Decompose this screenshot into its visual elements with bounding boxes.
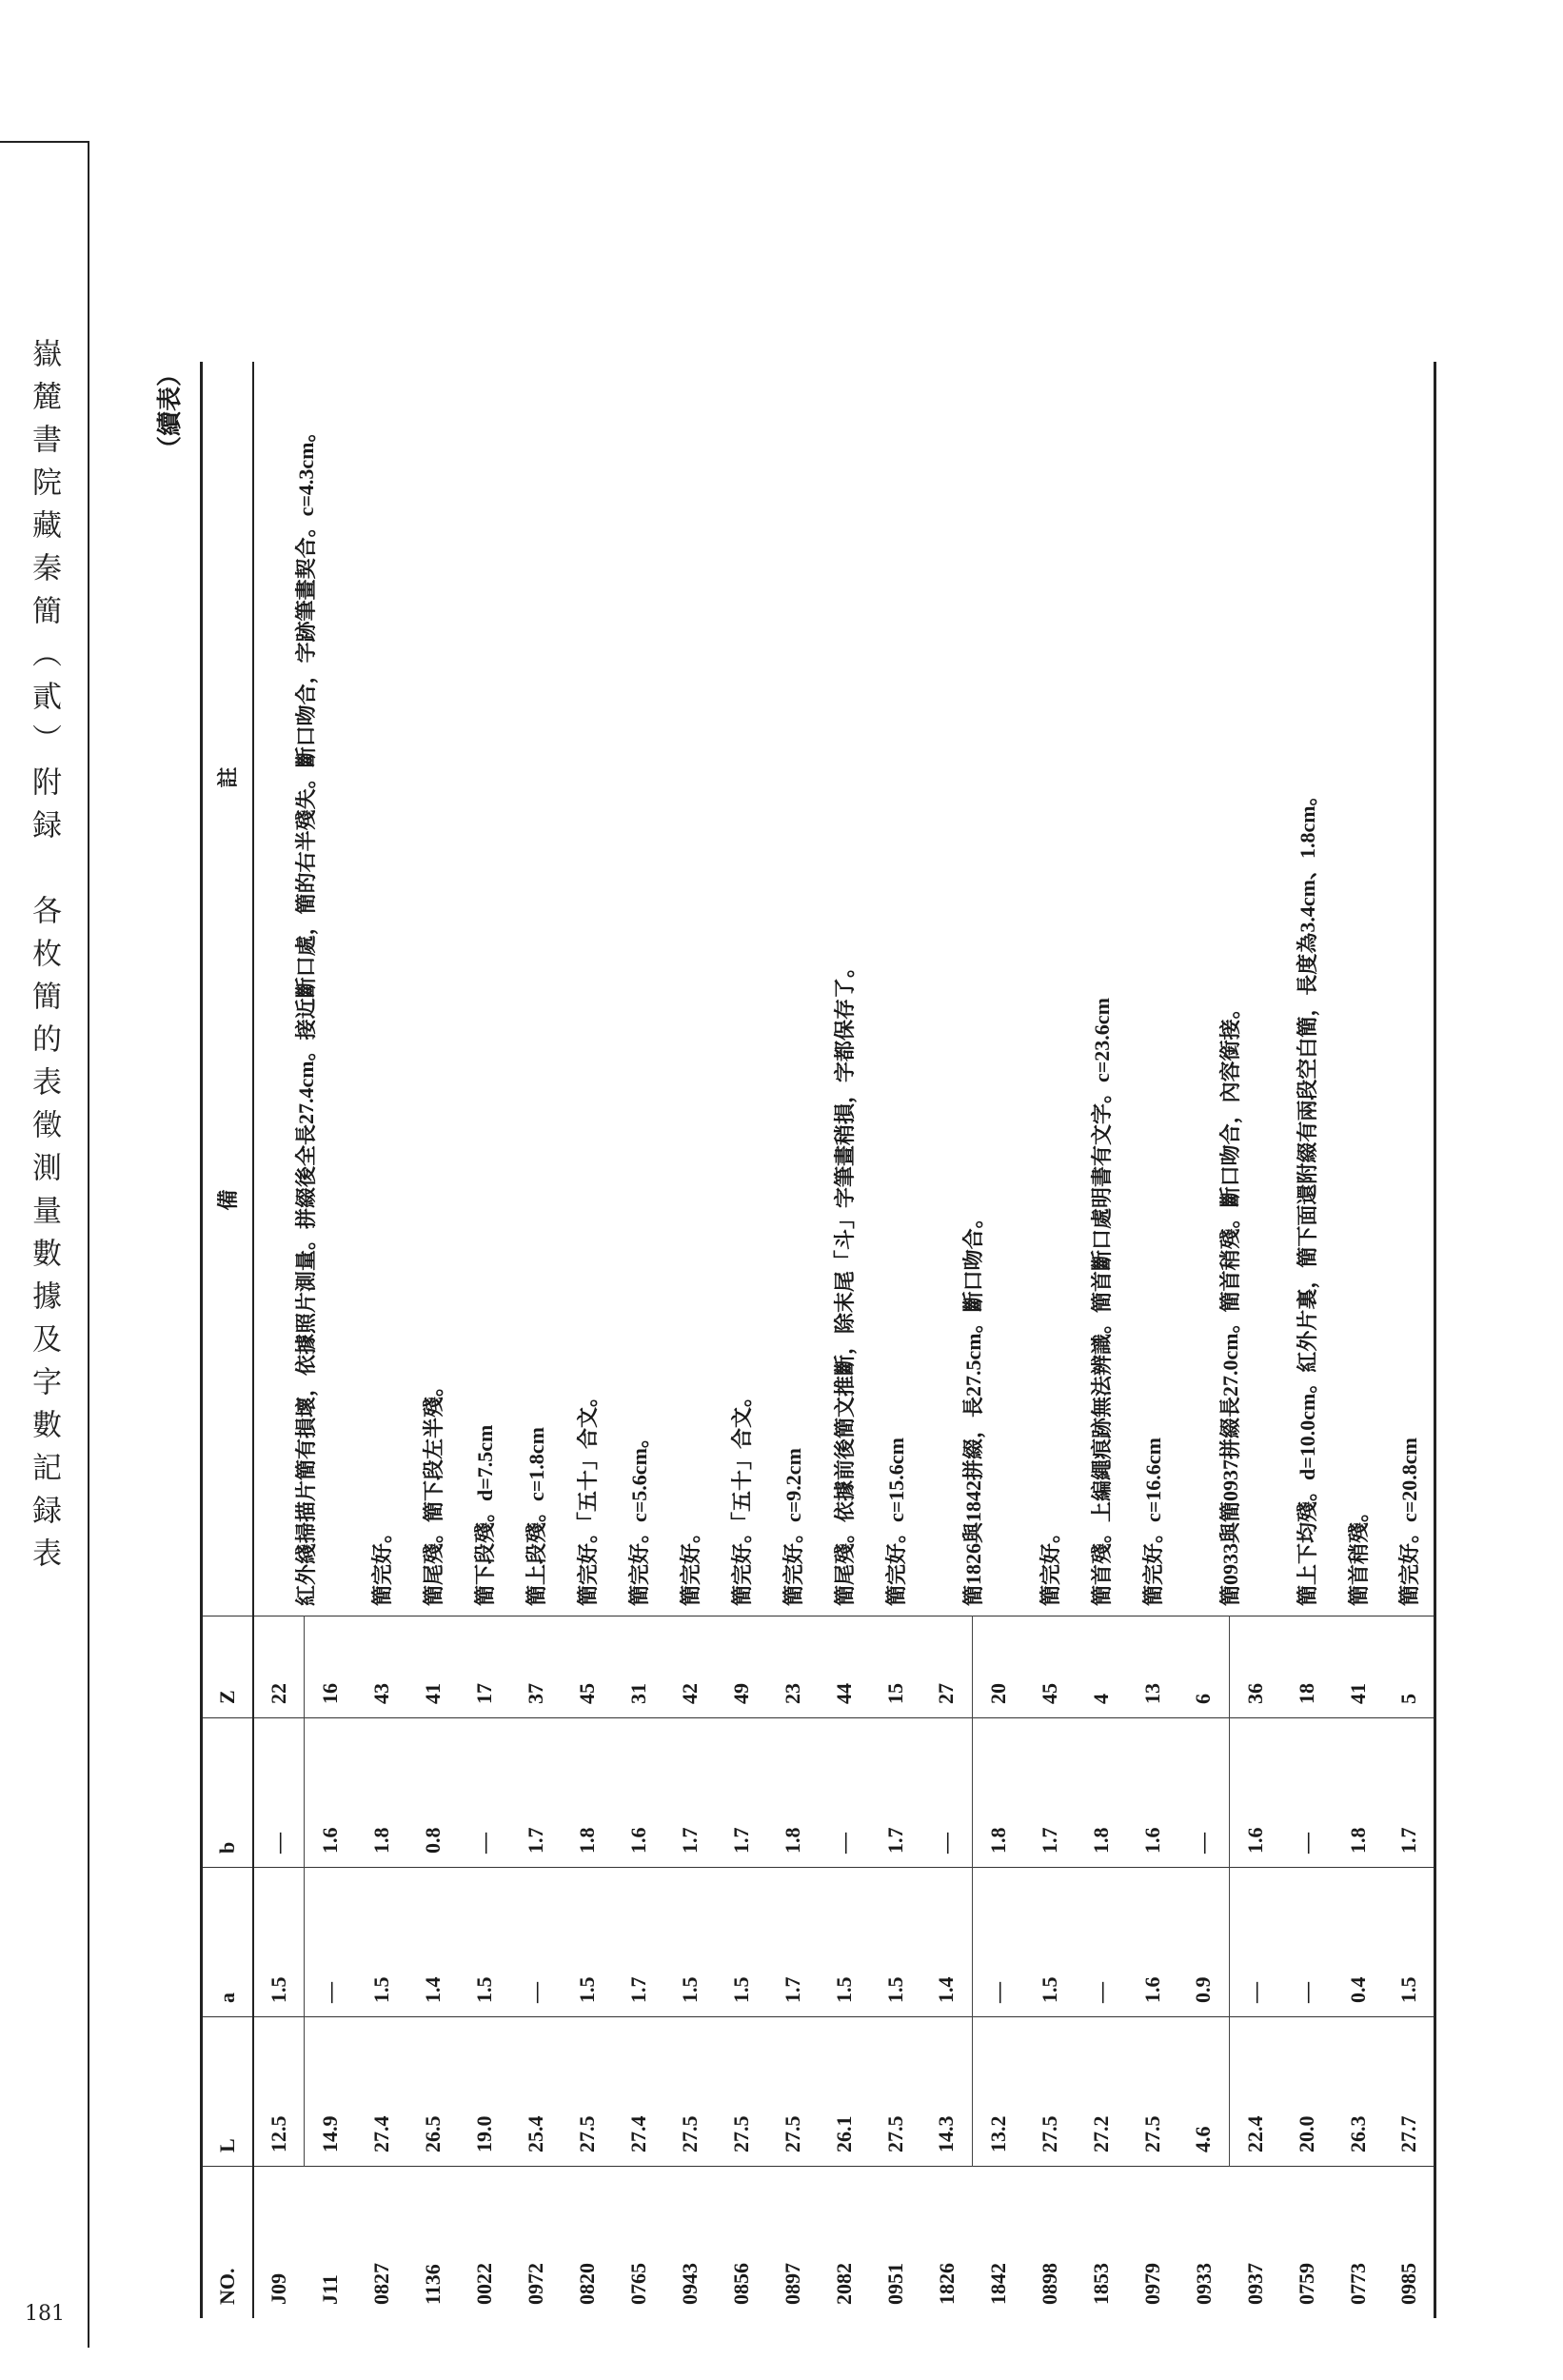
cell-no: 0933 [1191,2263,1216,2305]
cell-a: 1.5 [253,1868,305,2017]
cell-l: 25.4 [510,2017,562,2167]
cell-l: 14.9 [305,2017,356,2167]
header-a: a [202,1868,253,2017]
running-head: 嶽麓書院藏秦簡（貳）附録 各枚簡的表徵測量數據及字數記録表 [27,338,61,1580]
cell-z: 6 [1178,1616,1230,1718]
cell-z: 43 [356,1616,407,1718]
cell-z: 42 [664,1616,716,1718]
cell-b: — [819,1718,870,1868]
cell-note: 簡上段殘。c=1.8cm [510,362,562,1616]
table-row [1281,362,1333,2318]
table-row [459,362,510,2318]
cell-l: 22.4 [1230,2017,1281,2167]
cell-no: 0951 [882,2263,907,2305]
cell-note: 簡首稍殘。 [1333,362,1384,1616]
table-header-row [202,362,253,2318]
cell-no: 0856 [728,2263,753,2305]
cell-b: 0.8 [407,1718,459,1868]
cell-a: 1.5 [1384,1868,1435,2017]
cell-z: 13 [1127,1616,1178,1718]
cell-no: 0897 [780,2263,804,2305]
cell-note: 簡完好。「五十」合文。 [716,362,767,1616]
cell-note: 簡完好。c=5.6cm。 [613,362,664,1616]
cell-note: 簡尾殘。簡下段左半殘。 [407,362,459,1616]
cell-a: 1.5 [356,1868,407,2017]
cell-note: 簡完好。c=15.6cm [870,362,921,1616]
cell-a: 1.5 [716,1868,767,2017]
cell-z: 22 [253,1616,305,1718]
cell-no: 0820 [574,2263,599,2305]
cell-no: 2082 [831,2263,856,2305]
cell-b: 1.8 [1076,1718,1127,1868]
cell-b: 1.6 [1127,1718,1178,1868]
cell-no: 0937 [1242,2263,1267,2305]
cell-a: — [1076,1868,1127,2017]
cell-a: 1.5 [562,1868,613,2017]
cell-z: 18 [1281,1616,1333,1718]
cell-a: 1.5 [1024,1868,1076,2017]
cell-b: 1.7 [870,1718,921,1868]
table-row [870,362,921,2318]
cell-note: 簡1826與1842拼綴，長27.5cm。斷口吻合。 [921,362,1024,1616]
cell-no: 1136 [420,2264,445,2305]
cell-z: 37 [510,1616,562,1718]
cell-a: — [1230,1868,1281,2017]
cell-a: 0.4 [1333,1868,1384,2017]
header-z: Z [202,1616,253,1718]
cell-no: 0022 [471,2263,496,2305]
table-row [1127,362,1178,2318]
header-l: L [202,2017,253,2167]
cell-z: 44 [819,1616,870,1718]
table-row [716,362,767,2318]
cell-a: — [1281,1868,1333,2017]
cell-note: 簡完好。c=20.8cm [1384,362,1435,1616]
page-number: 181 [25,2302,65,2326]
cell-l: 12.5 [253,2017,305,2167]
cell-l: 27.5 [1127,2017,1178,2167]
cell-b: 1.8 [767,1718,819,1868]
cell-l: 26.3 [1333,2017,1384,2167]
cell-z: 17 [459,1616,510,1718]
cell-l: 27.5 [1024,2017,1076,2167]
cell-note: 簡首殘。上編繩痕跡無法辨識。簡首斷口處明書有文字。c=23.6cm [1076,362,1127,1616]
cell-l: 27.4 [356,2017,407,2167]
cell-note: 簡完好。c=16.6cm [1127,362,1178,1616]
table-row [510,362,562,2318]
cell-b: 1.8 [1333,1718,1384,1868]
cell-z: 5 [1384,1616,1435,1718]
table-row [253,362,305,2318]
cell-no: 0898 [1037,2263,1061,2305]
table-row [1384,362,1435,2318]
table-row [1024,362,1076,2318]
cell-a: 1.5 [870,1868,921,2017]
cell-z: 41 [1333,1616,1384,1718]
cell-no: 0943 [677,2263,702,2305]
cell-l: 4.6 [1178,2017,1230,2167]
table-row [407,362,459,2318]
cell-z: 41 [407,1616,459,1718]
cell-b: 1.7 [716,1718,767,1868]
cell-l: 27.5 [767,2017,819,2167]
cell-note: 簡完好。「五十」合文。 [562,362,613,1616]
cell-b: 1.8 [562,1718,613,1868]
cell-note: 簡完好。c=9.2cm [767,362,819,1616]
cell-l: 26.1 [819,2017,870,2167]
cell-z: 36 [1230,1616,1281,1718]
cell-z: 31 [613,1616,664,1718]
cell-note: 簡尾殘。依據前後簡文推斷，除末尾「斗」字筆畫稍損，字都保存了。 [819,362,870,1616]
margin-tick [0,141,89,143]
cell-b: — [1281,1718,1333,1868]
cell-z: 27 [921,1616,973,1718]
cell-l: 27.5 [716,2017,767,2167]
cell-note: 簡完好。 [356,362,407,1616]
cell-z: 23 [767,1616,819,1718]
margin-rule [88,141,89,2348]
cell-a: 1.5 [459,1868,510,2017]
cell-a: — [510,1868,562,2017]
cell-l: 27.4 [613,2017,664,2167]
header-b: b [202,1718,253,1868]
cell-z: 49 [716,1616,767,1718]
cell-no: 1826 [934,2263,959,2305]
cell-no: 0773 [1345,2263,1370,2305]
table-row [1333,362,1384,2318]
header-no: NO. [214,2268,239,2305]
cell-b: 1.7 [1024,1718,1076,1868]
cell-no: 0827 [368,2263,393,2305]
table-row [613,362,664,2318]
table-row [819,362,870,2318]
cell-b: 1.8 [356,1718,407,1868]
cell-no: 0979 [1139,2263,1164,2305]
cell-note: 簡下段殘。d=7.5cm [459,362,510,1616]
cell-b: — [921,1718,973,1868]
cell-z: 20 [973,1616,1024,1718]
continued-label: （續表） [156,362,185,462]
cell-b: 1.7 [664,1718,716,1868]
cell-no: J09 [267,2273,290,2305]
cell-a: — [973,1868,1024,2017]
measurement-table-rotated [156,362,1422,2318]
cell-no: J11 [317,2274,342,2305]
cell-z: 16 [305,1616,356,1718]
cell-l: 13.2 [973,2017,1024,2167]
table-row [1076,362,1127,2318]
cell-z: 45 [562,1616,613,1718]
table-row [664,362,716,2318]
cell-z: 15 [870,1616,921,1718]
cell-l: 19.0 [459,2017,510,2167]
cell-a: 1.5 [664,1868,716,2017]
cell-note: 簡0933與簡0937拼綴長27.0cm。簡首稍殘。斷口吻合，內容銜接。 [1178,362,1281,1616]
cell-a: — [305,1868,356,2017]
cell-note: 簡完好。 [1024,362,1076,1616]
table-row [1178,362,1230,2318]
cell-b: — [253,1718,305,1868]
cell-l: 14.3 [921,2017,973,2167]
cell-note: 簡上下均殘。d=10.0cm。紅外片裏，簡下面還附綴有兩段空白簡，長度為3.4cm、1.8cm。 [1281,362,1333,1616]
cell-z: 45 [1024,1616,1076,1718]
cell-a: 1.7 [767,1868,819,2017]
cell-l: 27.7 [1384,2017,1435,2167]
cell-b: — [459,1718,510,1868]
cell-a: 1.4 [407,1868,459,2017]
cell-l: 20.0 [1281,2017,1333,2167]
cell-b: 1.8 [973,1718,1024,1868]
cell-a: 1.5 [819,1868,870,2017]
cell-b: — [1178,1718,1230,1868]
cell-l: 26.5 [407,2017,459,2167]
cell-no: 0765 [625,2263,650,2305]
cell-b: 1.6 [305,1718,356,1868]
cell-b: 1.6 [613,1718,664,1868]
cell-b: 1.7 [510,1718,562,1868]
cell-l: 27.2 [1076,2017,1127,2167]
cell-l: 27.5 [664,2017,716,2167]
cell-l: 27.5 [870,2017,921,2167]
table-row [356,362,407,2318]
cell-a: 1.4 [921,1868,973,2017]
cell-note: 簡完好。 [664,362,716,1616]
table-row [767,362,819,2318]
cell-b: 1.6 [1230,1718,1281,1868]
cell-b: 1.7 [1384,1718,1435,1868]
cell-no: 0759 [1294,2263,1318,2305]
cell-note: 紅外綫掃描片簡有損壞，依據照片測量。拼綴後全長27.4cm。接近斷口處，簡的右半殘失。斷口吻合，字跡筆畫契合。c=4.3cm。 [253,362,356,1616]
cell-no: 1853 [1088,2263,1113,2305]
cell-a: 1.6 [1127,1868,1178,2017]
cell-no: 0972 [523,2263,547,2305]
cell-no: 1842 [985,2263,1010,2305]
cell-no: 0985 [1395,2263,1420,2305]
cell-z: 4 [1076,1616,1127,1718]
cell-a: 0.9 [1178,1868,1230,2017]
measurement-table [200,362,1436,2318]
table-row [921,362,973,2318]
table-row [562,362,613,2318]
cell-a: 1.7 [613,1868,664,2017]
cell-l: 27.5 [562,2017,613,2167]
header-note: 備 註 [202,362,253,1616]
